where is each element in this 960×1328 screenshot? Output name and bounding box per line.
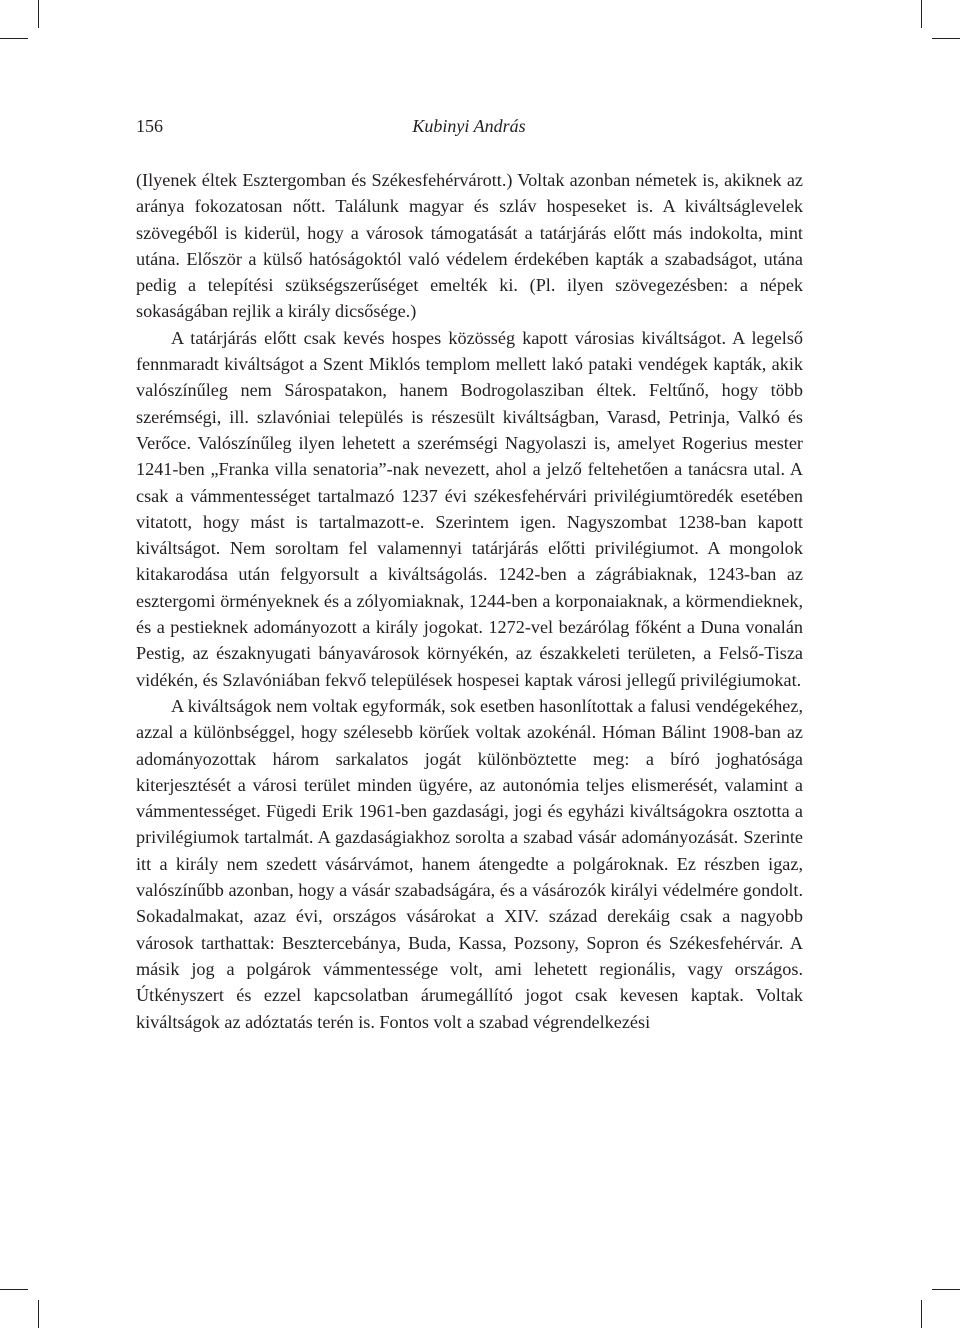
crop-mark bbox=[921, 1300, 922, 1328]
crop-mark bbox=[921, 0, 922, 28]
paragraph: A tatárjárás előtt csak kevés hospes közösség kapott városias kiváltságot. A legelső fennmaradt kiváltságot a Szent Miklós templom mellett lakó pataki vendégek kapták, akik valószínűleg nem Sárospatakon, hanem Bodrogolasziban éltek. Feltűnő, hogy több szerémségi, ill. szlavóniai település is részesült kiváltságban, Varasd, Petrinja, Valkó és Verőce. Valószínűleg ilyen lehetett a szerémségi Nagyolaszi is, amelyet Rogerius mester 1241-ben „Franka villa senatoria”-nak nevezett, ahol a jelző feltehetően a tanácsra utal. A csak a vámmentességet tartalmazó 1237 évi székesfehérvári privilégiumtöredék esetében vitatott, hogy mást is tartalmazott-e. Szerintem igen. Nagyszombat 1238-ban kapott kiváltságot. Nem soroltam fel valamennyi tatárjárás előtti privilégiumot. A mongolok kitakarodása után felgyorsult a kiváltságolás. 1242-ben a zágrábiaknak, 1243-ban az esztergomi örményeknek és a zólyomiaknak, 1244-ben a korponaiaknak, a körmendieknek, és a pestieknek adományozott a király jogokat. 1272-vel bezárólag főként a Duna vonalán Pestig, az északnyugati bányavárosok környékén, az északkeleti területen, a Felső-Tisza vidékén, és Szlavóniában fekvő települések hospesei kaptak városi jellegű privilégiumokat. bbox=[136, 327, 803, 690]
crop-mark bbox=[932, 38, 960, 39]
body-text bbox=[136, 167, 803, 1035]
paragraph: A kiváltságok nem voltak egyformák, sok esetben hasonlítottak a falusi vendégekéhez, azzal a különbséggel, hogy szélesebb körűek voltak azokénál. Hóman Bálint 1908-ban az adományozottak három sarkalatos jogát különböztette meg: a bíró joghatósága kiterjesztését a városi terület minden ügyére, az autonómia teljes elismerését, valamint a vámmentességet. Fügedi Erik 1961-ben gazdasági, jogi és egyházi kiváltságokra osztotta a privilégiumok tartalmát. A gazdaságiakhoz sorolta a szabad vásár adományozását. Szerinte itt a király nem szedett vásárvámot, hanem átengedte a polgároknak. Ez részben igaz, valószínűbb azonban, hogy a vásár szabadságára, és a vásározók királyi védelmére gondolt. Sokadalmakat, azaz évi, országos vásárokat a XIV. század derekáig csak a nagyobb városok tarthattak: Besztercebánya, Buda, Kassa, Pozsony, Sopron és Székesfehérvár. A másik jog a polgárok vámmentessége volt, ami lehetett regionális, vagy országos. Útkényszert és ezzel kapcsolatban árumegállító jogot csak kevesen kaptak. Voltak kiváltságok az adóztatás terén is. Fontos volt a szabad végrendelkezési bbox=[136, 695, 803, 1032]
crop-mark bbox=[38, 1300, 39, 1328]
crop-mark bbox=[38, 0, 39, 28]
running-title: Kubinyi András bbox=[412, 116, 526, 136]
crop-mark bbox=[0, 38, 28, 39]
crop-mark bbox=[932, 1289, 960, 1290]
crop-mark bbox=[0, 1289, 28, 1290]
paragraph: (Ilyenek éltek Esztergomban és Székesfehérvárott.) Voltak azonban németek is, akiknek az aránya fokozatosan nőtt. Találunk magyar és szláv hospeseket is. A kiváltságlevelek szövegéből is kiderül, hogy a városok támogatását a tatárjárás előtt más indokolta, mint utána. Először a külső hatóságoktól való védelem érdekében kapták a szabadságot, utána pedig a telepítési szükségszerűséget emelték ki. (Pl. ilyen szövegezésben: a népek sokaságában rejlik a király dicsősége.) bbox=[136, 170, 803, 322]
page-number: 156 bbox=[136, 116, 163, 136]
